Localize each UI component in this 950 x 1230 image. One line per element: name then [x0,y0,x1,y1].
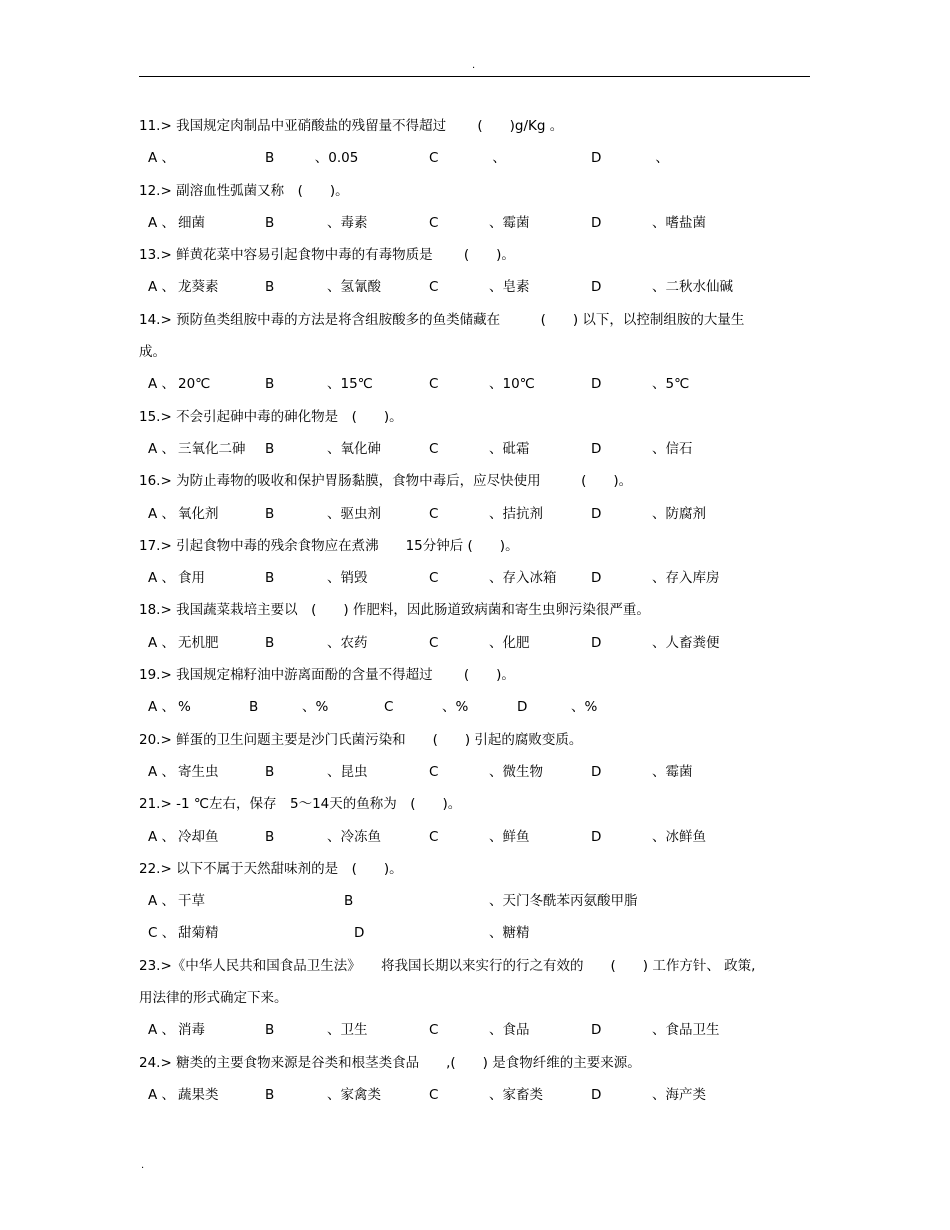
option-text: % [178,699,191,716]
option-text: 、5℃ [652,376,690,393]
option-text: 、15℃ [327,376,373,393]
footer-mark: . [141,1160,145,1171]
option-letter: C [429,376,439,393]
option-text: 无机肥 [178,634,219,651]
option-text: 、冷冻鱼 [327,828,381,845]
question-line [139,663,811,695]
option-letter: A 、 [148,214,176,231]
option-text: 、霉菌 [652,763,693,780]
question-line [139,954,811,986]
question-line [139,598,811,630]
option-letter: D [591,440,602,457]
option-letter: C [429,763,439,780]
option-letter: A 、 [148,893,176,910]
options-line [139,146,811,178]
option-text: 寄生虫 [178,763,219,780]
option-text: 、昆虫 [327,763,368,780]
option-text: 、存入库房 [652,570,720,587]
question-line [139,179,811,211]
option-letter: D [591,1086,602,1103]
header-mark: . [472,60,476,71]
question-text: 15.> 不会引起砷中毒的砷化物是 ( )。 [139,408,403,425]
option-text: 、家畜类 [489,1086,543,1103]
question-text: 17.> 引起食物中毒的残余食物应在煮沸 15分钟后 ( )。 [139,537,519,554]
options-line [139,889,811,921]
option-letter: D [591,1022,602,1039]
option-text: 、糖精 [489,925,530,942]
option-text: 、驱虫剂 [327,505,381,522]
question-text: 21.> -1 ℃左右，保存 5～14天的鱼称为 ( )。 [139,796,462,813]
options-line [139,760,811,792]
question-text: 成。 [139,344,166,361]
option-letter: C 、 [148,925,176,942]
option-text: 、防腐剂 [652,505,706,522]
option-letter: A 、 [148,505,176,522]
question-text: 20.> 鲜蛋的卫生问题主要是沙门氏菌污染和 ( ) 引起的腐败变质。 [139,731,583,748]
option-text: 蔬果类 [178,1086,219,1103]
question-text: 12.> 副溶血性弧菌又称 ( )。 [139,182,349,199]
option-text: 、信石 [652,440,693,457]
option-text: 、食品 [489,1022,530,1039]
option-text: 、氢氰酸 [327,279,381,296]
option-letter: A 、 [148,763,176,780]
options-line [139,437,811,469]
option-text: 、拮抗剂 [489,505,543,522]
option-letter: D [517,699,528,716]
option-letter: A 、 [148,699,176,716]
options-line [139,275,811,307]
option-text: 、家禽类 [327,1086,381,1103]
option-letter: B [265,763,275,780]
option-letter: B [265,570,275,587]
option-letter: C [429,828,439,845]
question-line [139,857,811,889]
option-text: 三氧化二砷 [178,440,246,457]
question-line [139,114,811,146]
option-letter: C [429,505,439,522]
option-text: 、皂素 [489,279,530,296]
option-letter: D [354,925,365,942]
option-text: 、霉菌 [489,214,530,231]
question-text: 13.> 鲜黄花菜中容易引起食物中毒的有毒物质是 ( )。 [139,247,515,264]
question-list [139,114,811,1115]
question-text: 19.> 我国规定棉籽油中游离面酚的含量不得超过 ( )。 [139,667,515,684]
option-letter: B [265,1022,275,1039]
option-letter: B [265,505,275,522]
option-letter: B [265,1086,275,1103]
question-line [139,986,811,1018]
options-line [139,695,811,727]
options-line [139,631,811,663]
question-line [139,340,811,372]
question-line [139,405,811,437]
option-text: 、氧化砷 [327,440,381,457]
option-text: 食用 [178,570,205,587]
option-text: 、二秋水仙碱 [652,279,733,296]
option-text: 、毒素 [327,214,368,231]
question-text: 18.> 我国蔬菜栽培主要以 ( ) 作肥料，因此肠道致病菌和寄生虫卵污染很严重。 [139,602,650,619]
options-line [139,921,811,953]
option-text: 、微生物 [489,763,543,780]
question-line [139,534,811,566]
options-line [139,502,811,534]
option-text: 、鲜鱼 [489,828,530,845]
question-text: 11.> 我国规定肉制品中亚硝酸盐的残留量不得超过 ( )g/Kg 。 [139,118,564,134]
option-letter: A 、 [148,279,176,296]
option-text: 、% [302,699,329,716]
option-letter: B [265,376,275,393]
option-letter: A 、 [148,1022,176,1039]
option-text: 干草 [178,893,205,910]
option-letter: B 、0.05 [265,150,359,167]
option-text: 、10℃ [489,376,535,393]
question-line [139,469,811,501]
option-letter: B [265,279,275,296]
question-line [139,308,811,340]
options-line [139,372,811,404]
option-letter: D [591,505,602,522]
option-text: 、天门冬酰苯丙氨酸甲脂 [489,893,638,910]
option-text: 、% [571,699,598,716]
option-letter: D [591,828,602,845]
option-letter: A 、 [148,150,176,167]
option-letter: B [249,699,259,716]
option-letter: A 、 [148,634,176,651]
option-letter: D [591,214,602,231]
option-letter: D [591,279,602,296]
option-letter: C [429,634,439,651]
option-letter: D [591,376,602,393]
question-line [139,243,811,275]
option-letter: C 、 [429,150,506,167]
option-letter: C [429,1022,439,1039]
question-text: 用法律的形式确定下来。 [139,990,288,1007]
option-letter: D 、 [591,150,669,167]
option-letter: C [429,440,439,457]
option-text: 冷却鱼 [178,828,219,845]
option-text: 、农药 [327,634,368,651]
option-letter: D [591,763,602,780]
option-text: 甜菊精 [178,925,219,942]
option-text: 、人畜粪便 [652,634,720,651]
option-text: 、销毁 [327,570,368,587]
option-text: 、化肥 [489,634,530,651]
header-rule [139,76,810,77]
option-letter: C [429,1086,439,1103]
option-text: 、食品卫生 [652,1022,720,1039]
options-line [139,566,811,598]
option-letter: D [591,570,602,587]
options-line [139,1083,811,1115]
question-text: 16.> 为防止毒物的吸收和保护胃肠黏膜，食物中毒后，应尽快使用 ( )。 [139,473,633,490]
option-text: 细菌 [178,214,205,231]
question-text: 22.> 以下不属于天然甜味剂的是 ( )。 [139,860,403,877]
option-letter: A 、 [148,376,176,393]
option-letter: A 、 [148,1086,176,1103]
option-text: 、存入冰箱 [489,570,557,587]
option-text: 20℃ [178,376,211,393]
question-line [139,1051,811,1083]
option-letter: C [429,279,439,296]
option-text: 氧化剂 [178,505,219,522]
question-line [139,728,811,760]
question-text: 23.>《中华人民共和国食品卫生法》 将我国长期以来实行的行之有效的 ( ) 工作方针、 政策, [139,957,756,974]
option-text: 龙葵素 [178,279,219,296]
option-text: 消毒 [178,1022,205,1039]
option-text: 、嗜盐菌 [652,214,706,231]
option-letter: A 、 [148,570,176,587]
option-letter: A 、 [148,828,176,845]
option-letter: C [429,214,439,231]
option-text: 、海产类 [652,1086,706,1103]
options-line [139,1018,811,1050]
option-text: 、砒霜 [489,440,530,457]
options-line [139,825,811,857]
option-letter: D [591,634,602,651]
option-letter: B [265,440,275,457]
option-letter: B [265,828,275,845]
question-text: 14.> 预防鱼类组胺中毒的方法是将含组胺酸多的鱼类储藏在 ( ) 以下，以控制组胺的大量生 [139,311,745,328]
question-line [139,792,811,824]
question-text: 24.> 糖类的主要食物来源是谷类和根茎类食品 ,( ) 是食物纤维的主要来源。 [139,1054,641,1071]
option-text: 、% [442,699,469,716]
option-letter: A 、 [148,440,176,457]
option-letter: C [384,699,394,716]
option-letter: C [429,570,439,587]
option-text: 、冰鲜鱼 [652,828,706,845]
options-line [139,211,811,243]
option-letter: B [265,634,275,651]
option-text: 、卫生 [327,1022,368,1039]
option-letter: B [344,893,354,910]
option-letter: B [265,214,275,231]
